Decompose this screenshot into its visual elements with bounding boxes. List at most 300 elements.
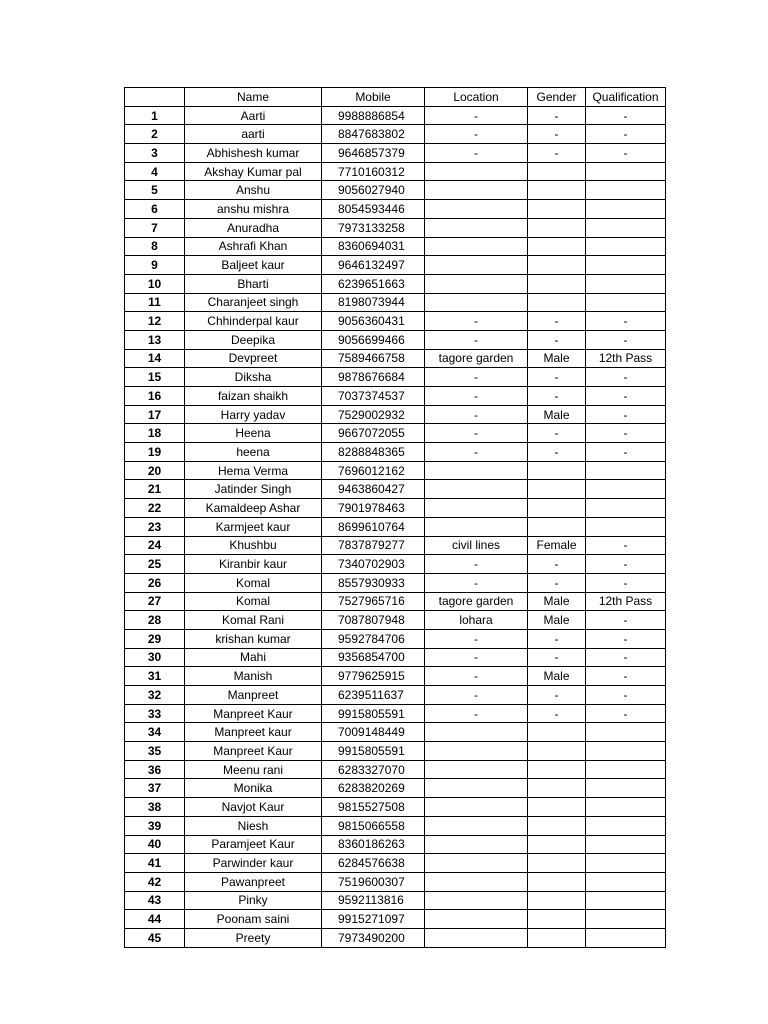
qualification-cell: - xyxy=(586,125,666,144)
gender-cell xyxy=(528,760,586,779)
qualification-cell xyxy=(586,461,666,480)
table-row xyxy=(125,629,666,648)
gender-cell xyxy=(528,461,586,480)
gender-cell xyxy=(528,872,586,891)
qualification-cell xyxy=(586,517,666,536)
table-row xyxy=(125,405,666,424)
row-number-cell: 31 xyxy=(125,667,185,686)
row-number-cell: 15 xyxy=(125,368,185,387)
header-gender: Gender xyxy=(528,88,586,107)
location-cell xyxy=(425,742,528,761)
gender-cell xyxy=(528,742,586,761)
table-row xyxy=(125,704,666,723)
mobile-cell: 7037374537 xyxy=(322,387,425,406)
table-row xyxy=(125,330,666,349)
mobile-cell: 9056699466 xyxy=(322,330,425,349)
name-cell: Pinky xyxy=(185,891,322,910)
mobile-cell: 7973490200 xyxy=(322,928,425,947)
row-number-cell: 4 xyxy=(125,162,185,181)
gender-cell xyxy=(528,854,586,873)
table-row xyxy=(125,162,666,181)
qualification-cell xyxy=(586,181,666,200)
name-cell: Komal xyxy=(185,592,322,611)
qualification-cell: - xyxy=(586,312,666,331)
qualification-cell xyxy=(586,891,666,910)
location-cell xyxy=(425,162,528,181)
row-number-cell: 28 xyxy=(125,611,185,630)
location-cell: - xyxy=(425,443,528,462)
mobile-cell: 8360186263 xyxy=(322,835,425,854)
location-cell xyxy=(425,835,528,854)
row-number-cell: 18 xyxy=(125,424,185,443)
row-number-cell: 25 xyxy=(125,555,185,574)
row-number-cell: 23 xyxy=(125,517,185,536)
gender-cell: - xyxy=(528,629,586,648)
name-cell: Meenu rani xyxy=(185,760,322,779)
row-number-cell: 38 xyxy=(125,798,185,817)
name-cell: Bharti xyxy=(185,274,322,293)
location-cell: - xyxy=(425,106,528,125)
qualification-cell xyxy=(586,910,666,929)
gender-cell: - xyxy=(528,106,586,125)
name-cell: Poonam saini xyxy=(185,910,322,929)
location-cell xyxy=(425,517,528,536)
header-qualification: Qualification xyxy=(586,88,666,107)
location-cell xyxy=(425,218,528,237)
mobile-cell: 7009148449 xyxy=(322,723,425,742)
qualification-cell: - xyxy=(586,443,666,462)
qualification-cell xyxy=(586,237,666,256)
qualification-cell: - xyxy=(586,629,666,648)
gender-cell: - xyxy=(528,555,586,574)
gender-cell xyxy=(528,779,586,798)
name-cell: anshu mishra xyxy=(185,200,322,219)
name-cell: Manpreet xyxy=(185,686,322,705)
table-row xyxy=(125,667,666,686)
name-cell: Heena xyxy=(185,424,322,443)
gender-cell: - xyxy=(528,424,586,443)
gender-cell: - xyxy=(528,686,586,705)
table-row xyxy=(125,237,666,256)
row-number-cell: 37 xyxy=(125,779,185,798)
table-row xyxy=(125,144,666,163)
location-cell: - xyxy=(425,667,528,686)
table-row xyxy=(125,461,666,480)
mobile-cell: 8557930933 xyxy=(322,573,425,592)
qualification-cell xyxy=(586,760,666,779)
location-cell xyxy=(425,910,528,929)
qualification-cell: - xyxy=(586,405,666,424)
location-cell: - xyxy=(425,144,528,163)
name-cell: Diksha xyxy=(185,368,322,387)
table-row xyxy=(125,480,666,499)
location-cell: tagore garden xyxy=(425,349,528,368)
qualification-cell xyxy=(586,200,666,219)
location-cell xyxy=(425,816,528,835)
name-cell: Akshay Kumar pal xyxy=(185,162,322,181)
gender-cell xyxy=(528,835,586,854)
row-number-cell: 8 xyxy=(125,237,185,256)
gender-cell xyxy=(528,293,586,312)
location-cell xyxy=(425,760,528,779)
mobile-cell: 9667072055 xyxy=(322,424,425,443)
mobile-cell: 9815527508 xyxy=(322,798,425,817)
row-number-cell: 13 xyxy=(125,330,185,349)
mobile-cell: 7519600307 xyxy=(322,872,425,891)
gender-cell: - xyxy=(528,387,586,406)
row-number-cell: 11 xyxy=(125,293,185,312)
qualification-cell xyxy=(586,779,666,798)
location-cell: - xyxy=(425,405,528,424)
row-number-cell: 10 xyxy=(125,274,185,293)
location-cell xyxy=(425,891,528,910)
gender-cell xyxy=(528,237,586,256)
mobile-cell: 8699610764 xyxy=(322,517,425,536)
row-number-cell: 1 xyxy=(125,106,185,125)
name-cell: Preety xyxy=(185,928,322,947)
gender-cell: Male xyxy=(528,592,586,611)
location-cell xyxy=(425,480,528,499)
qualification-cell: - xyxy=(586,106,666,125)
gender-cell xyxy=(528,816,586,835)
table-row xyxy=(125,835,666,854)
mobile-cell: 8054593446 xyxy=(322,200,425,219)
gender-cell xyxy=(528,499,586,518)
gender-cell xyxy=(528,798,586,817)
gender-cell xyxy=(528,218,586,237)
mobile-cell: 9356854700 xyxy=(322,648,425,667)
name-cell: Aarti xyxy=(185,106,322,125)
name-cell: Mahi xyxy=(185,648,322,667)
location-cell xyxy=(425,237,528,256)
qualification-cell xyxy=(586,256,666,275)
name-cell: heena xyxy=(185,443,322,462)
row-number-cell: 14 xyxy=(125,349,185,368)
qualification-cell xyxy=(586,218,666,237)
table-row xyxy=(125,274,666,293)
qualification-cell: - xyxy=(586,667,666,686)
qualification-cell xyxy=(586,798,666,817)
qualification-cell xyxy=(586,723,666,742)
row-number-cell: 16 xyxy=(125,387,185,406)
name-cell: Harry yadav xyxy=(185,405,322,424)
gender-cell: - xyxy=(528,330,586,349)
name-cell: Deepika xyxy=(185,330,322,349)
table-row xyxy=(125,125,666,144)
qualification-cell: 12th Pass xyxy=(586,592,666,611)
row-number-cell: 7 xyxy=(125,218,185,237)
name-cell: Kiranbir kaur xyxy=(185,555,322,574)
row-number-cell: 41 xyxy=(125,854,185,873)
gender-cell xyxy=(528,274,586,293)
location-cell xyxy=(425,779,528,798)
qualification-cell: - xyxy=(586,648,666,667)
mobile-cell: 9646857379 xyxy=(322,144,425,163)
gender-cell xyxy=(528,256,586,275)
location-cell xyxy=(425,293,528,312)
name-cell: Ashrafi Khan xyxy=(185,237,322,256)
name-cell: Charanjeet singh xyxy=(185,293,322,312)
location-cell xyxy=(425,499,528,518)
table-row xyxy=(125,200,666,219)
header-row xyxy=(125,88,666,107)
mobile-cell: 9915805591 xyxy=(322,742,425,761)
qualification-cell: - xyxy=(586,330,666,349)
row-number-cell: 17 xyxy=(125,405,185,424)
gender-cell: - xyxy=(528,312,586,331)
row-number-cell: 26 xyxy=(125,573,185,592)
location-cell xyxy=(425,200,528,219)
table-row xyxy=(125,891,666,910)
qualification-cell xyxy=(586,816,666,835)
gender-cell xyxy=(528,200,586,219)
table-row xyxy=(125,928,666,947)
row-number-cell: 44 xyxy=(125,910,185,929)
name-cell: Karmjeet kaur xyxy=(185,517,322,536)
row-number-cell: 43 xyxy=(125,891,185,910)
table-row xyxy=(125,573,666,592)
name-cell: Pawanpreet xyxy=(185,872,322,891)
gender-cell xyxy=(528,928,586,947)
header-mobile: Mobile xyxy=(322,88,425,107)
row-number-cell: 9 xyxy=(125,256,185,275)
gender-cell xyxy=(528,891,586,910)
mobile-cell: 9779625915 xyxy=(322,667,425,686)
mobile-cell: 9815066558 xyxy=(322,816,425,835)
mobile-cell: 7901978463 xyxy=(322,499,425,518)
header-number xyxy=(125,88,185,107)
name-cell: krishan kumar xyxy=(185,629,322,648)
table-row xyxy=(125,686,666,705)
qualification-cell: 12th Pass xyxy=(586,349,666,368)
table-header xyxy=(125,88,666,107)
location-cell: - xyxy=(425,387,528,406)
gender-cell xyxy=(528,480,586,499)
gender-cell xyxy=(528,181,586,200)
mobile-cell: 9915271097 xyxy=(322,910,425,929)
mobile-cell: 9592113816 xyxy=(322,891,425,910)
table-row xyxy=(125,443,666,462)
table-row xyxy=(125,723,666,742)
name-cell: Baljeet kaur xyxy=(185,256,322,275)
name-cell: aarti xyxy=(185,125,322,144)
location-cell: - xyxy=(425,125,528,144)
mobile-cell: 9056027940 xyxy=(322,181,425,200)
location-cell: - xyxy=(425,648,528,667)
name-cell: Manish xyxy=(185,667,322,686)
table-row xyxy=(125,517,666,536)
location-cell xyxy=(425,723,528,742)
location-cell: - xyxy=(425,312,528,331)
name-cell: faizan shaikh xyxy=(185,387,322,406)
mobile-cell: 7837879277 xyxy=(322,536,425,555)
location-cell: - xyxy=(425,555,528,574)
row-number-cell: 12 xyxy=(125,312,185,331)
table-row xyxy=(125,592,666,611)
location-cell: - xyxy=(425,573,528,592)
name-cell: Monika xyxy=(185,779,322,798)
document-page xyxy=(124,87,666,948)
gender-cell: Male xyxy=(528,349,586,368)
mobile-cell: 7527965716 xyxy=(322,592,425,611)
name-cell: Manpreet kaur xyxy=(185,723,322,742)
qualification-cell xyxy=(586,928,666,947)
mobile-cell: 7340702903 xyxy=(322,555,425,574)
contacts-table xyxy=(124,87,666,948)
name-cell: Paramjeet Kaur xyxy=(185,835,322,854)
qualification-cell: - xyxy=(586,686,666,705)
row-number-cell: 22 xyxy=(125,499,185,518)
row-number-cell: 2 xyxy=(125,125,185,144)
table-row xyxy=(125,742,666,761)
row-number-cell: 36 xyxy=(125,760,185,779)
mobile-cell: 6239651663 xyxy=(322,274,425,293)
table-row xyxy=(125,910,666,929)
mobile-cell: 7710160312 xyxy=(322,162,425,181)
gender-cell: - xyxy=(528,704,586,723)
qualification-cell: - xyxy=(586,573,666,592)
row-number-cell: 40 xyxy=(125,835,185,854)
gender-cell xyxy=(528,162,586,181)
mobile-cell: 9915805591 xyxy=(322,704,425,723)
location-cell: lohara xyxy=(425,611,528,630)
qualification-cell xyxy=(586,742,666,761)
header-name: Name xyxy=(185,88,322,107)
gender-cell: Male xyxy=(528,667,586,686)
name-cell: Anuradha xyxy=(185,218,322,237)
table-row xyxy=(125,106,666,125)
gender-cell: Male xyxy=(528,405,586,424)
row-number-cell: 5 xyxy=(125,181,185,200)
table-row xyxy=(125,648,666,667)
qualification-cell xyxy=(586,835,666,854)
table-row xyxy=(125,798,666,817)
name-cell: Navjot Kaur xyxy=(185,798,322,817)
qualification-cell xyxy=(586,499,666,518)
location-cell xyxy=(425,872,528,891)
location-cell: civil lines xyxy=(425,536,528,555)
qualification-cell xyxy=(586,274,666,293)
table-row xyxy=(125,293,666,312)
row-number-cell: 3 xyxy=(125,144,185,163)
name-cell: Anshu xyxy=(185,181,322,200)
table-row xyxy=(125,368,666,387)
location-cell: - xyxy=(425,629,528,648)
table-row xyxy=(125,218,666,237)
qualification-cell xyxy=(586,480,666,499)
mobile-cell: 9592784706 xyxy=(322,629,425,648)
gender-cell xyxy=(528,723,586,742)
row-number-cell: 20 xyxy=(125,461,185,480)
gender-cell: - xyxy=(528,648,586,667)
header-location: Location xyxy=(425,88,528,107)
table-row xyxy=(125,499,666,518)
mobile-cell: 6239511637 xyxy=(322,686,425,705)
name-cell: Devpreet xyxy=(185,349,322,368)
location-cell xyxy=(425,274,528,293)
location-cell xyxy=(425,798,528,817)
qualification-cell: - xyxy=(586,424,666,443)
row-number-cell: 6 xyxy=(125,200,185,219)
name-cell: Manpreet Kaur xyxy=(185,742,322,761)
qualification-cell xyxy=(586,162,666,181)
row-number-cell: 34 xyxy=(125,723,185,742)
location-cell xyxy=(425,256,528,275)
mobile-cell: 9056360431 xyxy=(322,312,425,331)
table-row xyxy=(125,816,666,835)
mobile-cell: 8847683802 xyxy=(322,125,425,144)
row-number-cell: 35 xyxy=(125,742,185,761)
qualification-cell xyxy=(586,293,666,312)
name-cell: Parwinder kaur xyxy=(185,854,322,873)
qualification-cell: - xyxy=(586,704,666,723)
mobile-cell: 8360694031 xyxy=(322,237,425,256)
mobile-cell: 7529002932 xyxy=(322,405,425,424)
name-cell: Kamaldeep Ashar xyxy=(185,499,322,518)
row-number-cell: 27 xyxy=(125,592,185,611)
name-cell: Jatinder Singh xyxy=(185,480,322,499)
gender-cell: - xyxy=(528,125,586,144)
location-cell: - xyxy=(425,686,528,705)
mobile-cell: 7589466758 xyxy=(322,349,425,368)
name-cell: Khushbu xyxy=(185,536,322,555)
name-cell: Komal Rani xyxy=(185,611,322,630)
table-row xyxy=(125,854,666,873)
table-body xyxy=(125,106,666,947)
gender-cell: - xyxy=(528,573,586,592)
location-cell: - xyxy=(425,368,528,387)
mobile-cell: 6283327070 xyxy=(322,760,425,779)
gender-cell: Male xyxy=(528,611,586,630)
qualification-cell: - xyxy=(586,144,666,163)
mobile-cell: 9463860427 xyxy=(322,480,425,499)
location-cell xyxy=(425,928,528,947)
name-cell: Komal xyxy=(185,573,322,592)
table-row xyxy=(125,349,666,368)
table-row xyxy=(125,760,666,779)
name-cell: Chhinderpal kaur xyxy=(185,312,322,331)
qualification-cell: - xyxy=(586,555,666,574)
location-cell: tagore garden xyxy=(425,592,528,611)
table-row xyxy=(125,256,666,275)
mobile-cell: 7087807948 xyxy=(322,611,425,630)
mobile-cell: 8198073944 xyxy=(322,293,425,312)
row-number-cell: 33 xyxy=(125,704,185,723)
table-row xyxy=(125,424,666,443)
mobile-cell: 6284576638 xyxy=(322,854,425,873)
table-row xyxy=(125,312,666,331)
row-number-cell: 30 xyxy=(125,648,185,667)
location-cell: - xyxy=(425,704,528,723)
location-cell: - xyxy=(425,424,528,443)
qualification-cell: - xyxy=(586,536,666,555)
table-row xyxy=(125,536,666,555)
qualification-cell: - xyxy=(586,368,666,387)
qualification-cell xyxy=(586,872,666,891)
row-number-cell: 39 xyxy=(125,816,185,835)
location-cell xyxy=(425,181,528,200)
mobile-cell: 7973133258 xyxy=(322,218,425,237)
gender-cell: - xyxy=(528,368,586,387)
gender-cell xyxy=(528,910,586,929)
row-number-cell: 42 xyxy=(125,872,185,891)
name-cell: Abhishesh kumar xyxy=(185,144,322,163)
mobile-cell: 9988886854 xyxy=(322,106,425,125)
qualification-cell: - xyxy=(586,611,666,630)
qualification-cell: - xyxy=(586,387,666,406)
row-number-cell: 45 xyxy=(125,928,185,947)
mobile-cell: 6283820269 xyxy=(322,779,425,798)
